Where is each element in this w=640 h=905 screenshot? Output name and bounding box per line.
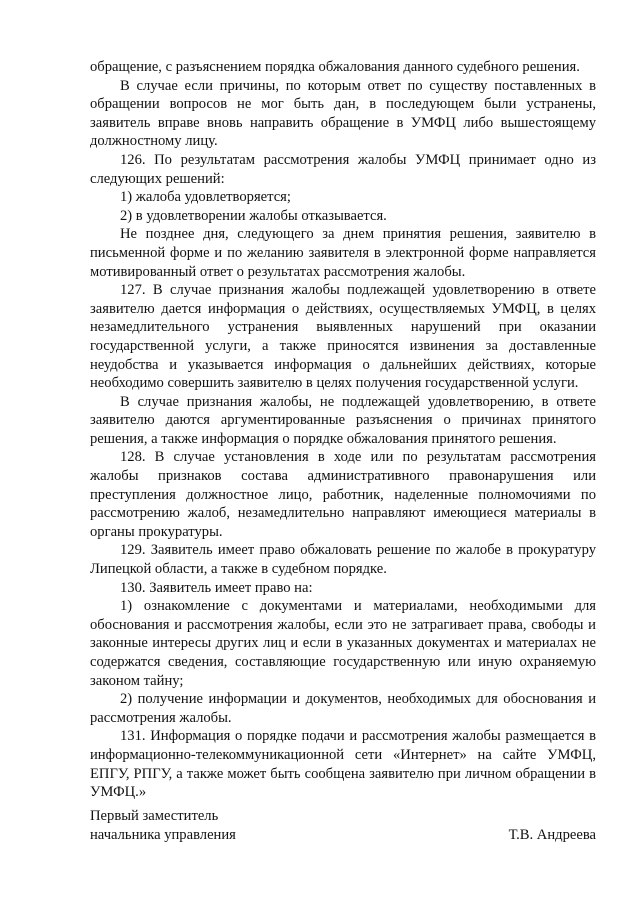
paragraph: 128. В случае установления в ходе или по результатам рассмотрения жалобы признаков состава административного правонарушения или преступления должностное лицо, работник, наделенные полномочиями по рассмотрению жалоб, незамедлительно направляют имеющиеся материалы в органы прокуратуры. — [90, 449, 596, 540]
signatory-position-line2: начальника управления — [90, 826, 236, 843]
signatory-name: Т.В. Андреева — [508, 826, 596, 843]
paragraph: 2) в удовлетворении жалобы отказывается. — [120, 207, 387, 224]
paragraph: 1) ознакомление с документами и материалами, необходимыми для обоснования и рассмотрения жалобы, если это не затрагивает права, свободы и законные интересы других лиц и если в указанных документах и материалах не содержатся сведения, составляющие государственную или иную охраняемую законом тайну; — [90, 598, 596, 689]
paragraph: 129. Заявитель имеет право обжаловать решение по жалобе в прокуратуру Липецкой области, а также в судебном порядке. — [90, 542, 596, 578]
document-body — [90, 58, 596, 802]
paragraph: обращение, с разъяснением порядка обжалования данного судебного решения. — [90, 59, 580, 75]
paragraph: 126. По результатам рассмотрения жалобы УМФЦ принимает одно из следующих решений: — [90, 151, 596, 187]
paragraph: 127. В случае признания жалобы подлежащей удовлетворению в ответе заявителю дается информация о действиях, осуществляемых УМФЦ, в целях незамедлительного устранения выявленных нарушений при оказании государственной услуги, а также приносятся извинения за доставленные неудобства и указывается информация о дальнейших действиях, которые необходимо совершить заявителю в целях получения государственной услуги. — [90, 282, 596, 392]
paragraph: 1) жалоба удовлетворяется; — [120, 189, 291, 206]
paragraph: 2) получение информации и документов, необходимых для обоснования и рассмотрения жалобы. — [90, 691, 596, 726]
paragraph: В случае признания жалобы, не подлежащей удовлетворению, в ответе заявителю даются аргументированные разъяснения о причинах принятого решения, а также информация о порядке обжалования принятого решения. — [90, 393, 596, 447]
signature-row — [90, 826, 596, 845]
signature-block — [90, 807, 596, 844]
paragraph: Не позднее дня, следующего за днем принятия решения, заявителю в письменной форме и по желанию заявителя в электронной форме направляется мотивированный ответ о результатах рассмотрения жалобы. — [90, 226, 596, 280]
signatory-position-line1: Первый заместитель — [90, 808, 219, 824]
paragraph: 131. Информация о порядке подачи и рассмотрения жалобы размещается в информационно-телекоммуникационной сети «Интернет» на сайте УМФЦ, ЕПГУ, РПГУ, а также может быть сообщена заявителю при личном обращении в УМФЦ.» — [90, 728, 596, 801]
paragraph: 130. Заявитель имеет право на: — [120, 579, 313, 596]
paragraph: В случае если причины, по которым ответ по существу поставленных в обращении вопросов не мог быть дан, в последующем были устранены, заявитель вправе вновь направить обращение в УМФЦ либо вышестоящему должностному лицу. — [90, 77, 596, 150]
